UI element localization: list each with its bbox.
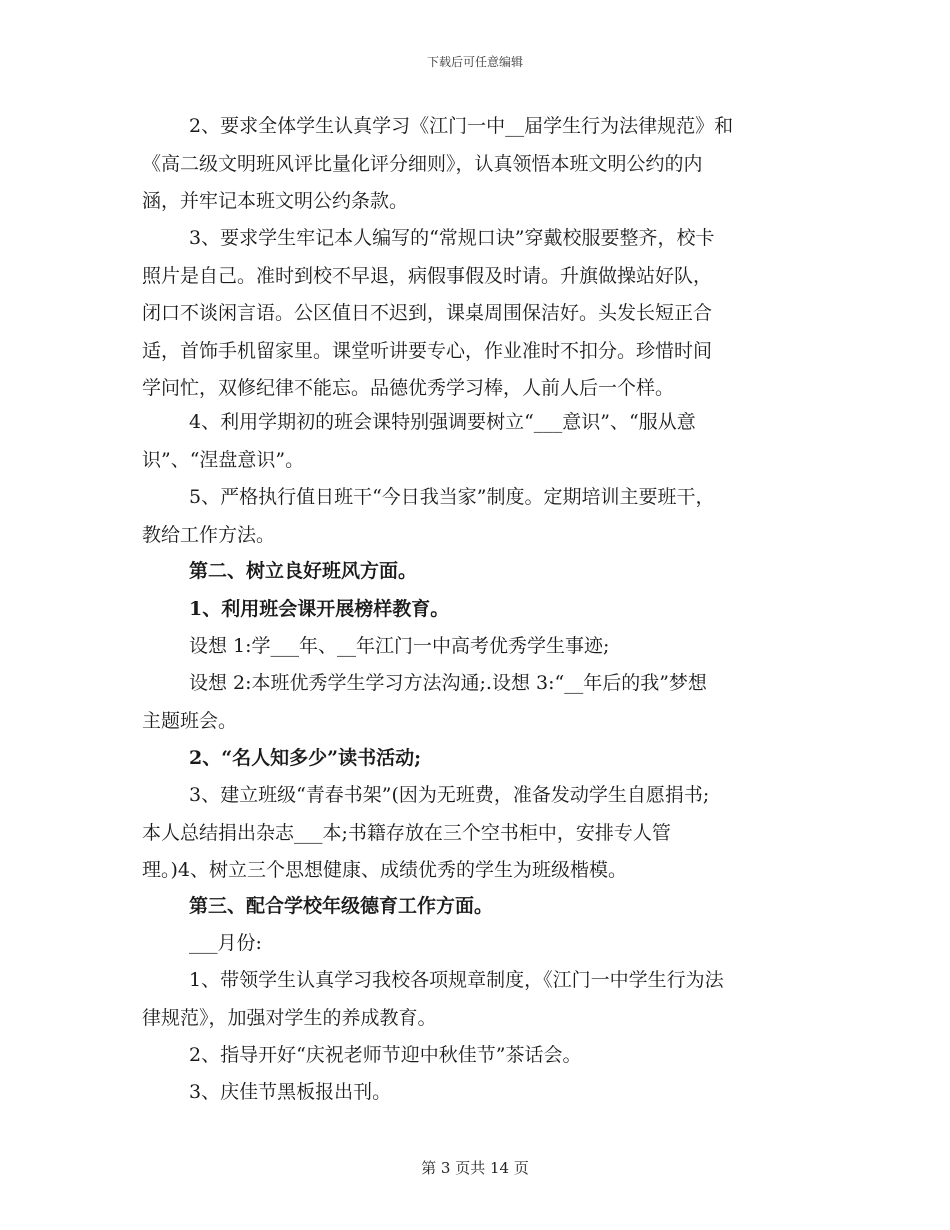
paragraph [142, 962, 814, 1037]
page-header: 下载后可任意编辑 [426, 55, 523, 69]
subheading [142, 740, 814, 778]
text-line: 理。)4、树立三个思想健康、成绩优秀的学生为班级楷模。 [142, 859, 628, 881]
section-heading [142, 888, 814, 926]
text-line: 律规范》，加强对学生的养成教育。 [142, 1006, 437, 1029]
text-line: ___月份: [189, 932, 262, 954]
text-line: 1、利用班会课开展榜样教育。 [189, 598, 450, 620]
text-line: 照片是自己。准时到校不早退，病假事假及时请。升旗做操站好队， [142, 264, 713, 287]
text-line: 闭口不谈闲言语。公区值日不迟到，课桌周围保洁好。头发长短正合 [142, 302, 713, 324]
text-line: 2、要求全体学生认真学习《江门一中__届学生行为法律规范》和 [189, 115, 734, 137]
section-heading [142, 553, 814, 591]
text-line: 2、“名人知多少”读书活动; [189, 747, 422, 769]
paragraph [142, 925, 814, 963]
text-line: 教给工作方法。 [142, 523, 276, 546]
text-line: 1、带领学生认真学习我校各项规章制度，《江门一中学生行为法 [189, 969, 724, 991]
paragraph [142, 108, 814, 221]
text-line: 主题班会。 [142, 709, 238, 732]
paragraph [142, 665, 814, 740]
text-line: 第三、配合学校年级德育工作方面。 [189, 895, 494, 917]
text-line: 第二、树立良好班风方面。 [189, 560, 418, 582]
subheading [142, 591, 814, 629]
text-line: 学问忙，双修纪律不能忘。品德优秀学习棒，人前人后一个样。 [142, 377, 675, 399]
text-line: 3、建立班级“青春书架”(因为无班费，准备发动学生自愿捐书; [189, 784, 710, 806]
text-line: 2、指导开好“庆祝老师节迎中秋佳节”茶话会。 [189, 1044, 582, 1066]
text-line: 设想 2:本班优秀学生学习方法沟通;.设想 3:“__年后的我”梦想 [189, 672, 707, 694]
paragraph [142, 479, 814, 554]
text-line: 《高二级文明班风评比量化评分细则》，认真领悟本班文明公约的内 [142, 152, 703, 175]
paragraph [142, 777, 814, 890]
text-line: 本人总结捐出杂志___本;书籍存放在三个空书柜中，安排专人管 [142, 821, 671, 844]
text-line: 4、利用学期初的班会课特别强调要树立“___意识”、“服从意 [189, 411, 696, 433]
text-line: 设想 1:学___年、__年江门一中高考优秀学生事迹; [189, 635, 610, 657]
text-line: 3、要求学生牢记本人编写的“常规口诀”穿戴校服要整齐，校卡 [189, 227, 715, 249]
paragraph [142, 220, 814, 408]
text-line: 5、严格执行值日班干“今日我当家”制度。定期培训主要班干， [189, 486, 715, 508]
text-line: 涵，并牢记本班文明公约条款。 [142, 190, 409, 212]
text-line: 适，首饰手机留家里。课堂听讲要专心，作业准时不扣分。珍惜时间 [142, 339, 713, 362]
text-line: 3、庆佳节黑板报出刊。 [189, 1081, 392, 1103]
text-line: 识”、“涅盘意识”。 [142, 448, 305, 471]
paragraph [142, 628, 814, 666]
paragraph [142, 1074, 814, 1112]
paragraph [142, 1037, 814, 1075]
page-footer: 第 3 页共 14 页 [421, 1159, 529, 1177]
paragraph [142, 404, 814, 479]
